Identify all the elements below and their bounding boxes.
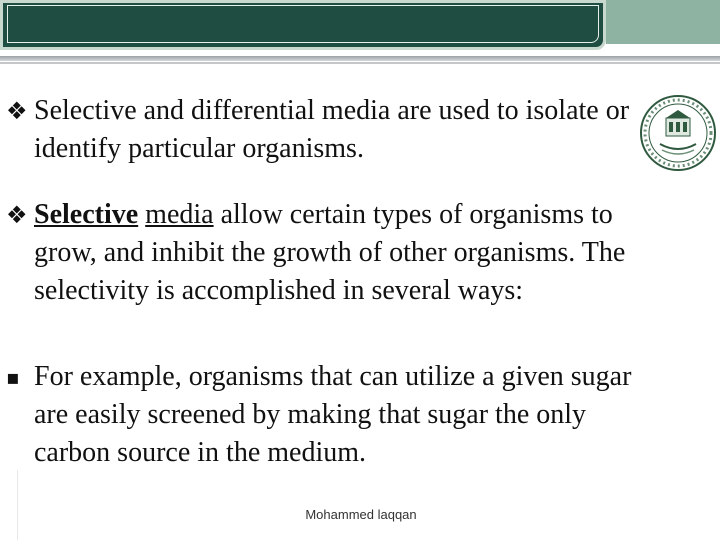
university-seal-icon	[636, 92, 720, 174]
term-selective: Selective	[34, 199, 139, 230]
term-media: media	[145, 199, 214, 230]
footer-author-text: Mohammed laqqan	[305, 507, 417, 522]
bullet-1	[6, 92, 646, 168]
gutter-line	[17, 470, 18, 540]
bullet-2-body: allow certain types of organisms to grow, and inhibit the growth of other organisms. The selectivity is accomplished in several ways:	[34, 199, 626, 306]
bullet-3	[6, 358, 646, 472]
bullet-3-text: For example, organisms that can utilize a given sugar are easily screened by making that sugar the only carbon source in the medium.	[34, 361, 632, 468]
title-bar-frame	[7, 5, 599, 43]
title-bar	[0, 0, 606, 50]
bullet-2	[6, 196, 646, 310]
square-bullet-icon: ▪	[6, 365, 20, 389]
diamond-bullet-icon: ❖	[6, 201, 28, 229]
top-accent-band	[606, 0, 720, 44]
diamond-bullet-icon: ❖	[6, 97, 28, 125]
bullet-2-text	[6, 196, 646, 310]
footer-author	[0, 507, 720, 522]
bullet-1-text: Selective and differential media are used to isolate or identify particular organisms.	[34, 95, 630, 164]
header-rule-secondary	[0, 62, 720, 64]
header-rule	[0, 56, 720, 61]
